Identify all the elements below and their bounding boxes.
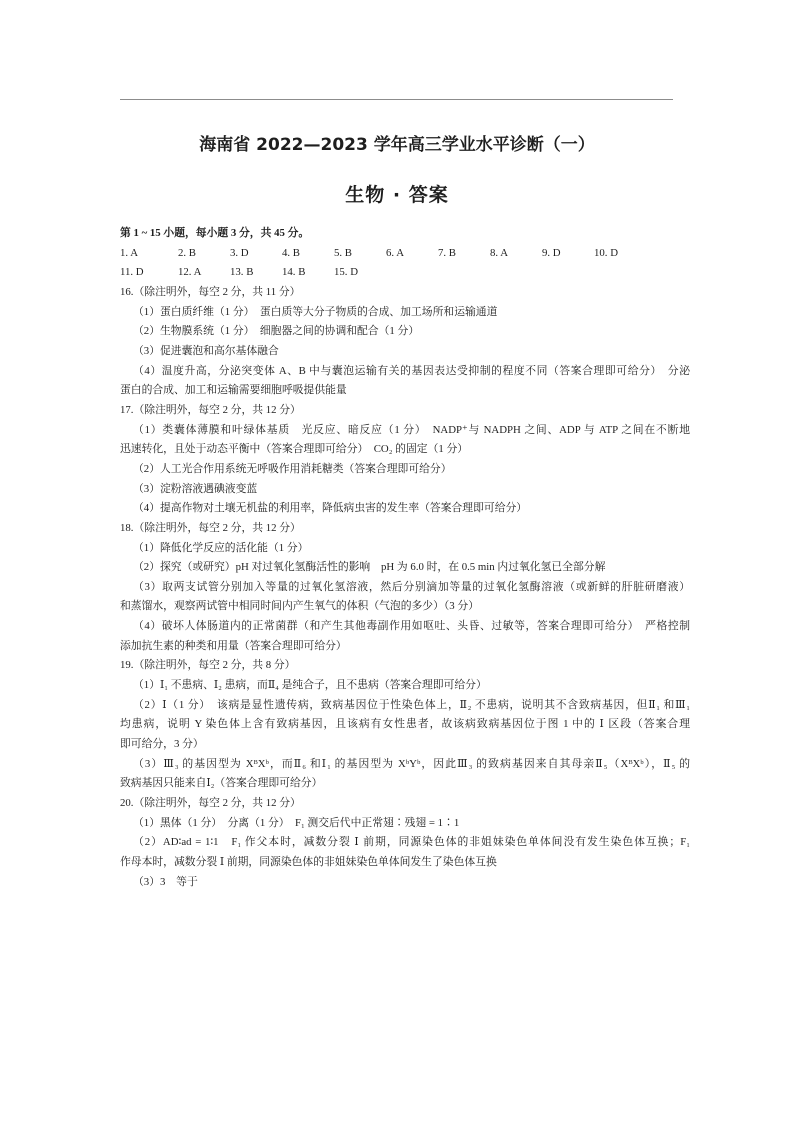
choice-answer: 14. B (282, 266, 306, 279)
choice-answer: 12. A (178, 266, 202, 279)
answer-line: （3）3 等于 (133, 875, 198, 888)
answer-line-continued: 添加抗生素的种类和用量（答案合理即可给分） (120, 639, 347, 652)
choice-answer: 5. B (334, 246, 352, 259)
document-title: 海南省 2022—2023 学年高三学业水平诊断（一） (199, 135, 595, 155)
answer-line: （2）AD∶ad = 1∶1 F₁ 作父本时，减数分裂 Ⅰ 前期，同源染色体的非姐妹染色单体间没有发生染色体互换；F₁ (133, 836, 690, 849)
answer-line-continued: 致病基因只能来自Ⅰ₂（答案合理即可给分） (120, 777, 323, 790)
choice-answer: 10. D (594, 246, 618, 259)
answer-line: （3）淀粉溶液遇碘液变蓝 (133, 482, 258, 495)
choice-answer: 6. A (386, 246, 404, 259)
question-17 (120, 401, 694, 519)
question-heading: 17.（除注明外，每空 2 分，共 12 分） (120, 403, 301, 416)
choice-answer: 9. D (542, 246, 561, 259)
choice-answer: 15. D (334, 266, 358, 279)
question-16 (120, 283, 694, 401)
answer-line: （3）Ⅲ₃ 的基因型为 XᴮXᵇ，而Ⅱ₆ 和Ⅰ₁ 的基因型为 XᵇYᵇ，因此Ⅲ₃ 的致病基因来自其母亲Ⅱ₅（XᴮXᵇ），Ⅱ₅ 的 (133, 757, 690, 770)
choice-section-intro: 第 1 ~ 15 小题，每小题 3 分，共 45 分。 (120, 227, 310, 239)
choice-answer: 11. D (120, 266, 144, 279)
question-18 (120, 519, 694, 657)
answer-line: （1）Ⅰ₁ 不患病、Ⅰ₂ 患病，而Ⅱ₄ 是纯合子，且不患病（答案合理即可给分） (133, 679, 487, 692)
answer-line: （1）类囊体薄膜和叶绿体基质 光反应、暗反应（1 分） NADP⁺与 NADPH 之间、ADP 与 ATP 之间在不断地 (133, 423, 690, 436)
answer-body (120, 224, 694, 892)
top-rule (120, 99, 673, 100)
answer-line: （1）蛋白质纤维（1 分） 蛋白质等大分子物质的合成、加工场所和运输通道 (133, 305, 498, 318)
question-heading: 19.（除注明外，每空 2 分，共 8 分） (120, 659, 296, 672)
answer-line: （4）提高作物对土壤无机盐的利用率，降低病虫害的发生率（答案合理即可给分） (133, 502, 528, 515)
answer-line: （3）取两支试管分别加入等量的过氧化氢溶液，然后分别滴加等量的过氧化氢酶溶液（或新鲜的肝脏研磨液） (133, 580, 690, 593)
answer-line-continued: 即可给分，3 分） (120, 738, 204, 751)
choice-answers-row-1 (120, 244, 694, 264)
question-20 (120, 794, 694, 892)
choice-answer: 3. D (230, 246, 249, 259)
answer-line-continued: 作母本时，减数分裂 Ⅰ 前期，同源染色体的非姐妹染色单体间发生了染色体互换 (120, 856, 497, 868)
answer-line: （2）生物膜系统（1 分） 细胞器之间的协调和配合（1 分） (133, 325, 420, 338)
choice-answers-row-2 (120, 263, 694, 283)
question-19 (120, 656, 694, 794)
question-heading: 20.（除注明外，每空 2 分，共 12 分） (120, 797, 301, 810)
answer-line: （4）破坏人体肠道内的正常菌群（和产生其他毒副作用如呕吐、头昏、过敏等，答案合理即可给分） 严格控制 (133, 620, 690, 633)
answer-line: （3）促进囊泡和高尔基体融合 (133, 344, 279, 357)
choice-answer: 8. A (490, 246, 508, 259)
answer-line: （1）降低化学反应的活化能（1 分） (133, 541, 309, 554)
answer-line-continued: 迅速转化，且处于动态平衡中（答案合理即可给分） CO₂ 的固定（1 分） (120, 443, 469, 456)
answer-line-continued: 均患病，说明 Y 染色体上含有致病基因，且该病有女性患者，故该病致病基因位于图 1 中的 Ⅰ 区段（答案合理 (120, 718, 690, 731)
answer-line: （1）黑体（1 分） 分离（1 分） F₁ 测交后代中正常翅∶残翅 = 1∶1 (133, 816, 460, 829)
answer-line: （2）探究（或研究）pH 对过氧化氢酶活性的影响 pH 为 6.0 时，在 0.5 min 内过氧化氢已全部分解 (133, 561, 606, 574)
choice-answer: 13. B (230, 266, 254, 279)
answer-line: （2）Ⅰ（1 分） 该病是显性遗传病，致病基因位于性染色体上，Ⅱ₂ 不患病，说明其不含致病基因，但Ⅱ₁ 和Ⅲ₁ (133, 698, 690, 711)
answer-line-continued: 和蒸馏水，观察两试管中相同时间内产生氧气的体积（气泡的多少）（3 分） (120, 600, 479, 613)
answer-line: （2）人工光合作用系统无呼吸作用消耗糖类（答案合理即可给分） (133, 462, 452, 475)
choice-answer: 7. B (438, 246, 456, 259)
document-subtitle: 生物 · 答案 (345, 184, 449, 206)
choice-answer: 1. A (120, 246, 138, 259)
question-heading: 16.（除注明外，每空 2 分，共 11 分） (120, 285, 301, 298)
answer-line: （4）温度升高，分泌突变体 A、B 中与囊泡运输有关的基因表达受抑制的程度不同（答案合理即可给分） 分泌 (133, 364, 690, 377)
choice-answer: 2. B (178, 246, 196, 259)
answer-line-continued: 蛋白的合成、加工和运输需要细胞呼吸提供能量 (120, 384, 347, 397)
question-heading: 18.（除注明外，每空 2 分，共 12 分） (120, 521, 301, 534)
choice-answer: 4. B (282, 246, 300, 259)
